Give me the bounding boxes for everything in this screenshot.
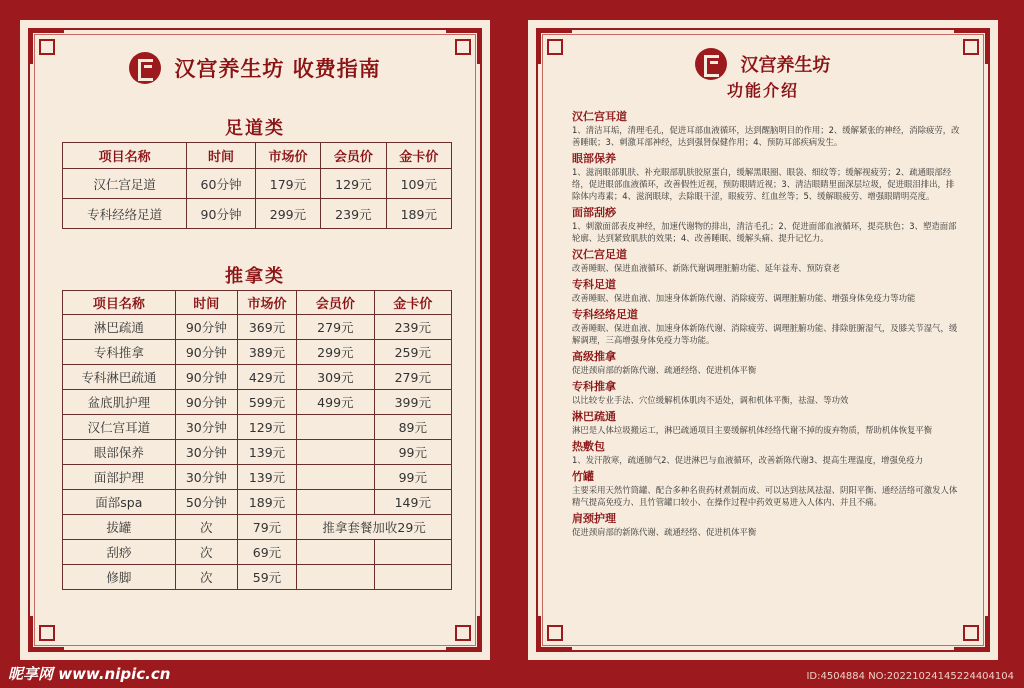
cell-gold: 89元: [374, 415, 451, 440]
cell-name: 拔罐: [63, 515, 176, 540]
item-desc: 1、滋润眼部肌肤、补充眼部肌肤胶原蛋白，缓解黑眼圈、眼袋、细纹等；缓解视疲劳；2、疏通眼部经络，促进眼部血液循环，改善假性近视，预防眼睛近视；3、清洁眼睛里面深层垃圾，促进眼泪排出，排除体内毒素；4、滋润眼球，去除眼干涩，眼疲劳、红血丝等；5、缓解眼疲劳、增强眼睛明亮度。: [572, 167, 955, 201]
cell-time: 次: [175, 540, 237, 565]
cell-time: 90分钟: [187, 199, 256, 229]
package-surcharge-note: 推拿套餐加收29元: [297, 515, 452, 540]
cell-member: [297, 415, 374, 440]
cell-name: 专科经络足道: [63, 199, 187, 229]
cell-gold: [374, 565, 451, 590]
item-title: 汉仁宫耳道: [572, 110, 627, 123]
intro-header: [528, 48, 998, 100]
item-title: 热敷包: [572, 440, 605, 453]
item-desc: 促进颈肩部的新陈代谢、疏通经络、促进机体平衡: [572, 527, 757, 537]
item-desc: 以比较专业手法、穴位缓解机体肌肉不适处，调和机体平衡，祛湿、等功效: [572, 395, 849, 405]
cell-member: 279元: [297, 315, 374, 340]
cell-gold: 99元: [374, 440, 451, 465]
table-row: [63, 390, 452, 415]
cell-member: 499元: [297, 390, 374, 415]
image-id-text: ID:4504884 NO:20221024145224404104: [806, 671, 1014, 682]
cell-member: 309元: [297, 365, 374, 390]
header-time: 时间: [175, 291, 237, 315]
cell-member: 239元: [321, 199, 386, 229]
header-name: 项目名称: [63, 291, 176, 315]
table-row: [63, 465, 452, 490]
item-desc: 1、刺激面部表皮神经，加速代谢物的排出，清洁毛孔；2、促进面部血液循环，提亮肤色；3、塑造面部轮廓、达到紧致肌肤的效果；4、改善睡眠、缓解头痛、提升记忆力。: [572, 221, 957, 243]
cell-name: 修脚: [63, 565, 176, 590]
table-row: [63, 440, 452, 465]
list-item: [572, 349, 962, 376]
list-item: [572, 511, 962, 538]
push-price-table: [62, 290, 452, 590]
cell-gold: 399元: [374, 390, 451, 415]
list-item: [572, 277, 962, 304]
item-title: 肩颈护理: [572, 512, 616, 525]
table-row: [63, 169, 452, 199]
corner-ornament: [538, 616, 572, 650]
intro-list: [572, 106, 962, 538]
cell-name: 刮痧: [63, 540, 176, 565]
cell-market: 179元: [255, 169, 320, 199]
cell-gold: 109元: [386, 169, 451, 199]
cell-market: 389元: [237, 340, 296, 365]
item-title: 专科经络足道: [572, 308, 638, 321]
cell-gold: 239元: [374, 315, 451, 340]
cell-time: 60分钟: [187, 169, 256, 199]
push-section-title: 推拿类: [225, 266, 285, 287]
list-item: [572, 469, 962, 508]
cell-time: 次: [175, 565, 237, 590]
list-item: [572, 439, 962, 466]
table-row: [63, 490, 452, 515]
cell-market: 139元: [237, 465, 296, 490]
cell-gold: 259元: [374, 340, 451, 365]
item-title: 眼部保养: [572, 152, 616, 165]
cell-market: 599元: [237, 390, 296, 415]
brand-logo-icon: [129, 52, 161, 84]
corner-ornament: [954, 616, 988, 650]
list-item: [572, 109, 962, 148]
item-desc: 改善睡眠、保进血液、加速身体新陈代谢、消除疲劳、调理脏腑功能、增强身体免疫力等功能: [572, 293, 916, 303]
cell-market: 139元: [237, 440, 296, 465]
cell-time: 90分钟: [175, 365, 237, 390]
function-intro-page: [528, 20, 998, 660]
table-row: [63, 540, 452, 565]
item-title: 专科足道: [572, 278, 616, 291]
brand-name: 汉宫养生坊: [740, 55, 831, 76]
table-row: [63, 515, 452, 540]
page-title-text: 汉宫养生坊 收费指南: [174, 56, 381, 81]
item-desc: 改善睡眠、保进血液、加速身体新陈代谢、消除疲劳、调理脏腑功能、排除脏腑湿气，及膝关节湿气，缓解调理，三高增强身体免疫力等功能。: [572, 323, 958, 345]
item-desc: 改善睡眠、保进血液循环、新陈代谢调理脏腑功能、延年益寿、预防衰老: [572, 263, 840, 273]
cell-gold: 279元: [374, 365, 451, 390]
item-title: 竹罐: [572, 470, 594, 483]
table-row: [63, 565, 452, 590]
header-time: 时间: [187, 143, 256, 169]
cell-time: 次: [175, 515, 237, 540]
item-desc: 1、清洁耳垢，清理毛孔，促进耳部血液循环，达到醒脑明目的作用；2、缓解紧张的神经，消除疲劳，改善睡眠；3、刺激耳部神经，达到强肾保健作用；4、预防耳部疾病发生。: [572, 125, 960, 147]
cell-member: [297, 540, 374, 565]
cell-name: 盆底肌护理: [63, 390, 176, 415]
cell-name: 面部spa: [63, 490, 176, 515]
cell-name: 汉仁宫足道: [63, 169, 187, 199]
cell-market: 129元: [237, 415, 296, 440]
list-item: [572, 409, 962, 436]
header-gold: 金卡价: [386, 143, 451, 169]
header-member: 会员价: [321, 143, 386, 169]
table-row: [63, 315, 452, 340]
cell-name: 淋巴疏通: [63, 315, 176, 340]
cell-market: 369元: [237, 315, 296, 340]
cell-time: 30分钟: [175, 465, 237, 490]
cell-market: 189元: [237, 490, 296, 515]
cell-market: 299元: [255, 199, 320, 229]
header-name: 项目名称: [63, 143, 187, 169]
header-gold: 金卡价: [374, 291, 451, 315]
cell-market: 59元: [237, 565, 296, 590]
item-desc: 促进颈肩部的新陈代谢、疏通经络、促进机体平衡: [572, 365, 757, 375]
cell-member: [297, 440, 374, 465]
list-item: [572, 379, 962, 406]
cell-name: 专科推拿: [63, 340, 176, 365]
cell-gold: 189元: [386, 199, 451, 229]
cell-time: 30分钟: [175, 440, 237, 465]
cell-name: 眼部保养: [63, 440, 176, 465]
item-title: 淋巴疏通: [572, 410, 616, 423]
site-watermark: 昵享网 www.nipic.cn: [8, 665, 171, 683]
intro-title: 功能介绍: [726, 81, 799, 100]
cell-market: 79元: [237, 515, 296, 540]
cell-time: 90分钟: [175, 340, 237, 365]
list-item: [572, 205, 962, 244]
table-row: [63, 199, 452, 229]
list-item: [572, 151, 962, 202]
cell-time: 30分钟: [175, 415, 237, 440]
cell-gold: 149元: [374, 490, 451, 515]
table-row: [63, 415, 452, 440]
list-item: [572, 307, 962, 346]
foot-price-table: [62, 142, 452, 229]
table-row: [63, 365, 452, 390]
cell-member: [297, 565, 374, 590]
cell-time: 90分钟: [175, 315, 237, 340]
page-title: [20, 52, 490, 84]
item-title: 面部刮痧: [572, 206, 616, 219]
cell-name: 专科淋巴疏通: [63, 365, 176, 390]
cell-gold: [374, 540, 451, 565]
item-desc: 1、发汗散寒，疏通肺气2、促进淋巴与血液循环，改善新陈代谢3、提高生理温度，增强免疫力: [572, 455, 923, 465]
cell-time: 50分钟: [175, 490, 237, 515]
item-title: 高级推拿: [572, 350, 616, 363]
cell-gold: 99元: [374, 465, 451, 490]
table-row: [63, 340, 452, 365]
price-guide-page: [20, 20, 490, 660]
foot-section-title: 足道类: [225, 118, 285, 139]
cell-member: 299元: [297, 340, 374, 365]
cell-member: [297, 465, 374, 490]
header-member: 会员价: [297, 291, 374, 315]
cell-name: 面部护理: [63, 465, 176, 490]
item-title: 专科推拿: [572, 380, 616, 393]
list-item: [572, 247, 962, 274]
item-title: 汉仁宫足道: [572, 248, 627, 261]
cell-member: [297, 490, 374, 515]
corner-ornament: [30, 616, 64, 650]
header-market: 市场价: [255, 143, 320, 169]
cell-member: 129元: [321, 169, 386, 199]
cell-name: 汉仁宫耳道: [63, 415, 176, 440]
item-desc: 淋巴是人体垃圾搬运工，淋巴疏通项目主要缓解机体经络代谢不掉的废弃物质，帮助机体恢复平衡: [572, 425, 933, 435]
item-desc: 主要采用天然竹筒罐、配合多种名贵药材煮制而成、可以达到祛风祛湿、阴阳平衡、通经活络可激发人体精气提高免疫力、且竹管罐口较小、在操作过程中药效更易进入人体内、并且不痛。: [572, 485, 958, 507]
brand-logo-icon: [695, 48, 727, 80]
cell-market: 69元: [237, 540, 296, 565]
cell-time: 90分钟: [175, 390, 237, 415]
corner-ornament: [446, 616, 480, 650]
cell-market: 429元: [237, 365, 296, 390]
header-market: 市场价: [237, 291, 296, 315]
